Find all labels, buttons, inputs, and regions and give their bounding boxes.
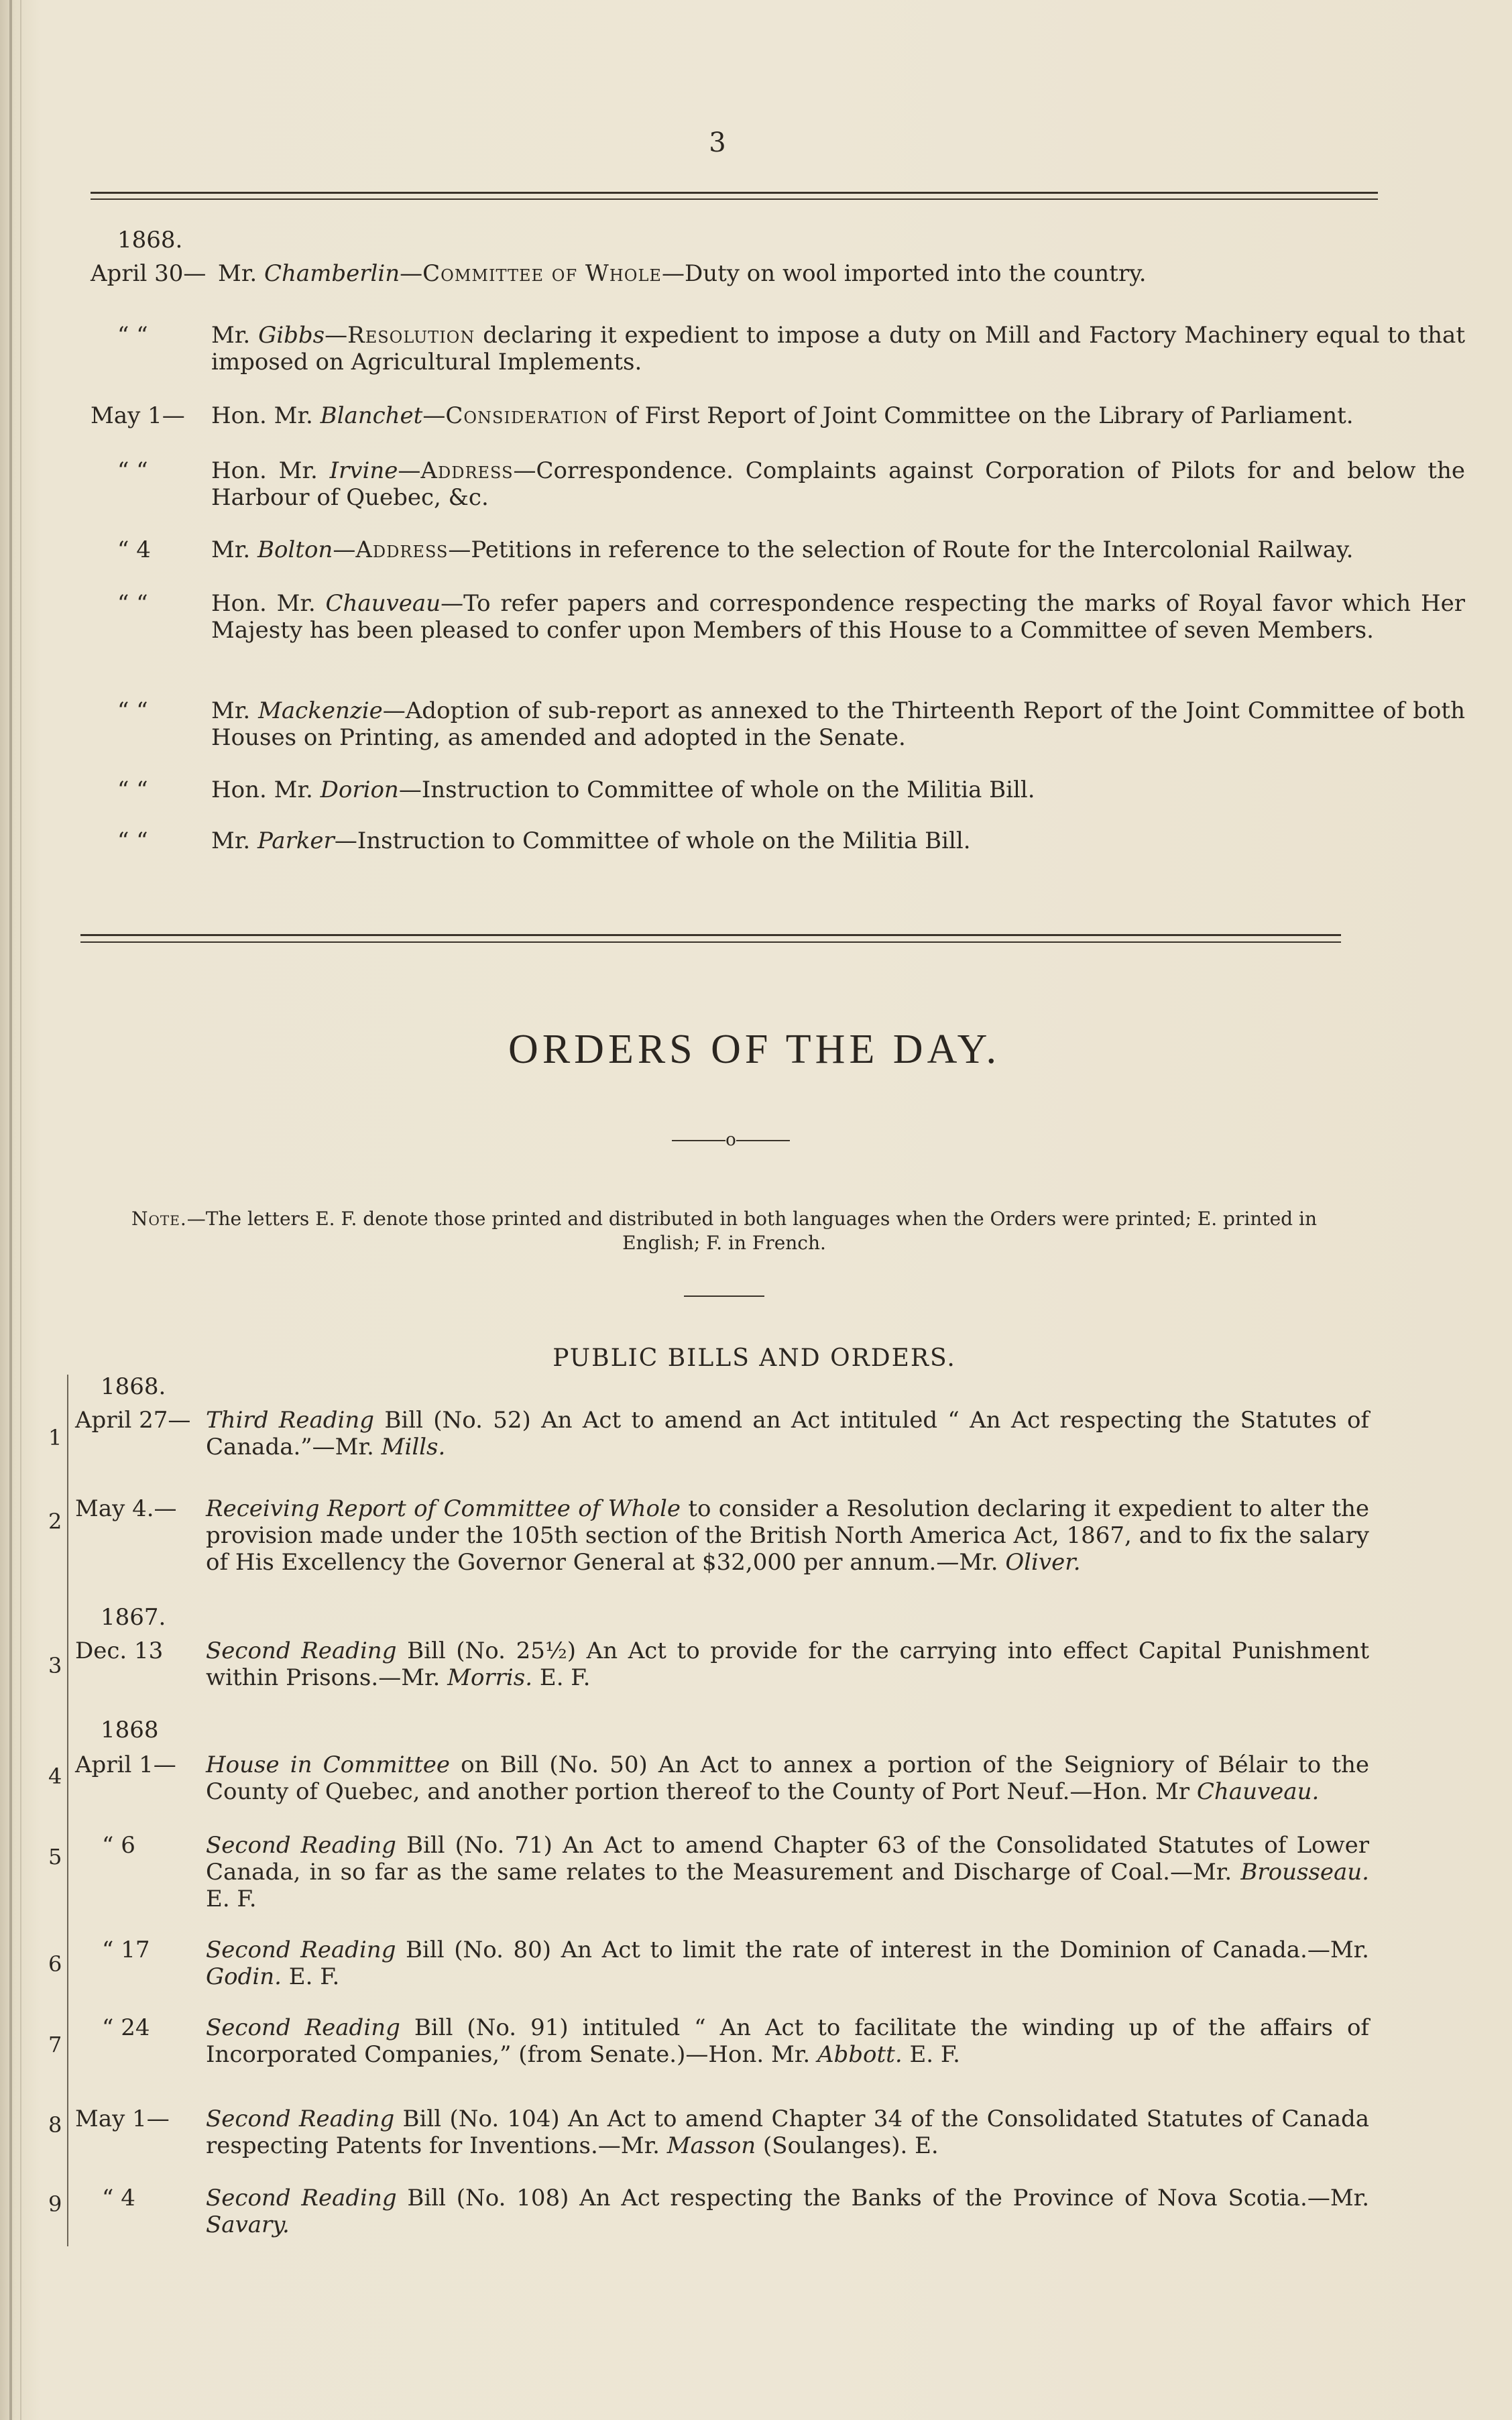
motion-text: [211, 590, 1465, 644]
bill-reading: Second Reading: [206, 2185, 397, 2211]
bill-number: 1: [48, 1425, 62, 1450]
bill-member: Oliver.: [1005, 1549, 1081, 1576]
bill-description: Bill (No. 52) An Act to amend an Act intituled “ An Act respecting the Statutes of Canada.”—Mr.: [206, 1407, 1369, 1460]
motion-label: Consideration: [445, 402, 608, 429]
motion-dash: —: [398, 457, 421, 484]
bill-year: 1867.: [101, 1604, 166, 1631]
orders-note: [94, 1207, 1354, 1255]
section-rule-bottom: [80, 941, 1341, 943]
bill-number: 5: [48, 1844, 62, 1869]
bill-reading: Second Reading: [206, 1832, 396, 1859]
motion-date: “ “: [117, 322, 148, 349]
header-rule-top: [91, 192, 1378, 194]
section-rule-top: [80, 934, 1341, 936]
bill-text: [206, 1637, 1369, 1691]
bill-number: 6: [48, 1951, 62, 1977]
bill-description: to consider a Resolution declaring it expedient to alter the provision made under the 105th section of the British North America Act, 1867, and to fix the salary of His Excellency the Governor General at $32,000 per annum.—Mr.: [206, 1495, 1369, 1576]
motion-member-title: Mr.: [218, 260, 264, 287]
motion-description: Adoption of sub-report as annexed to the Thirteenth Report of the Joint Committee of both Houses on Printing, as amended and adopted in the Senate.: [211, 697, 1465, 751]
bill-year: 1868.: [101, 1373, 166, 1400]
header-rule-bottom: [91, 198, 1378, 200]
bill-date: “ 24: [102, 2014, 150, 2041]
bill-text: [206, 1407, 1369, 1460]
motion-date: “ 4: [117, 536, 151, 563]
binding-edge: [9, 0, 12, 2420]
bill-reading: House in Committee: [206, 1751, 451, 1778]
bill-reading: Second Reading: [206, 2106, 395, 2132]
bill-date: “ 6: [102, 1832, 135, 1859]
motion-member-title: Mr.: [211, 322, 259, 349]
bill-tail: E. F.: [902, 2041, 960, 2068]
motion-date: May 1—: [91, 402, 185, 429]
bill-description: Bill (No. 91) intituled “ An Act to facilitate the winding up of the affairs of Incorporated Companies,” (from Senate.)—Hon. Mr.: [206, 2014, 1370, 2068]
motion-member-title: Mr.: [211, 827, 257, 854]
orders-heading: ORDERS OF THE DAY.: [508, 1027, 1000, 1072]
motions-year: 1868.: [117, 227, 183, 253]
bill-text: [206, 1495, 1369, 1576]
motion-description: Instruction to Committee of whole on the Militia Bill.: [357, 827, 971, 854]
motion-date: “ “: [117, 776, 148, 803]
motion-member: Gibbs: [258, 322, 325, 349]
motion-dash: —: [325, 322, 348, 349]
note-rule: [684, 1295, 764, 1297]
motion-dash: —: [398, 776, 422, 803]
motion-text: [211, 827, 1465, 854]
motion-text: [211, 536, 1465, 563]
ornament-divider: [664, 1130, 798, 1150]
motion-date: “ “: [117, 827, 148, 854]
bill-text: [206, 2106, 1369, 2159]
motion-description: To refer papers and correspondence respecting the marks of Royal favor which Her Majesty has been pleased to confer upon Members of this House to a Committee of seven Members.: [211, 590, 1465, 644]
bill-text: [206, 1937, 1369, 1990]
motion-member: Mackenzie: [258, 697, 383, 724]
motion-member-title: Mr.: [211, 536, 257, 563]
bill-member: Masson: [666, 2132, 756, 2159]
motion-date: “ “: [117, 590, 148, 617]
bill-tail: E. F.: [532, 1664, 591, 1691]
motion-dash: —: [382, 697, 406, 724]
bill-text: [206, 1751, 1369, 1805]
motion-label: Committee of Whole: [422, 260, 662, 287]
bill-number: 2: [48, 1509, 62, 1534]
bill-number: 4: [48, 1764, 62, 1789]
motion-label: Address: [420, 457, 514, 484]
motion-member: Parker: [257, 827, 335, 854]
bill-reading: Second Reading: [206, 1637, 397, 1664]
bill-number: 7: [48, 2032, 62, 2057]
bill-text: [206, 1832, 1369, 1912]
bill-member: Godin.: [206, 1963, 282, 1990]
bill-member: Chauveau.: [1196, 1778, 1320, 1805]
motion-text: [218, 260, 1358, 287]
motion-member: Blanchet: [320, 402, 423, 429]
bill-description: Bill (No. 25½) An Act to provide for the carrying into effect Capital Punishment within Prisons.—Mr.: [206, 1637, 1370, 1691]
note-text: —The letters E. F. denote those printed and distributed in both languages when the Orders were printed; E. printed in English; F. in French.: [186, 1208, 1317, 1254]
motion-dash: —: [400, 260, 423, 287]
bill-member: Savary.: [206, 2211, 290, 2238]
bill-number: 8: [48, 2112, 62, 2138]
motion-member: Chauveau: [325, 590, 441, 617]
motion-date: “ “: [117, 697, 148, 724]
binding-edge-inner: [20, 0, 21, 2420]
motion-description: Instruction to Committee of whole on the Militia Bill.: [421, 776, 1035, 803]
motion-member-title: Hon. Mr.: [211, 402, 321, 429]
bill-tail: (Soulanges). E.: [756, 2132, 939, 2159]
motion-dash: —: [334, 827, 357, 854]
bill-member: Morris.: [447, 1664, 533, 1691]
bill-date: “ 4: [102, 2185, 135, 2211]
motion-date: April 30—: [91, 260, 207, 287]
motion-member: Dorion: [320, 776, 399, 803]
motion-text: [211, 776, 1465, 803]
bill-text: [206, 2014, 1369, 2068]
motion-description: of First Report of Joint Committee on the Library of Parliament.: [608, 402, 1354, 429]
motion-member: Chamberlin: [264, 260, 400, 287]
bill-description: Bill (No. 80) An Act to limit the rate of interest in the Dominion of Canada.—Mr.: [396, 1937, 1369, 1963]
motion-member: Irvine: [329, 457, 398, 484]
motion-description: declaring it expedient to impose a duty on Mill and Factory Machinery equal to that imposed on Agricultural Implements.: [211, 322, 1465, 376]
note-label: Note.: [131, 1208, 187, 1230]
bill-member: Abbott.: [817, 2041, 903, 2068]
bill-text: [206, 2185, 1369, 2238]
bill-date: April 1—: [75, 1751, 176, 1778]
motion-member-title: Hon. Mr.: [211, 590, 326, 617]
motion-description: —Petitions in reference to the selection of Route for the Intercolonial Railway.: [448, 536, 1354, 563]
bill-year: 1868: [101, 1717, 159, 1743]
margin-bracket: [67, 1375, 68, 2246]
motion-member-title: Hon. Mr.: [211, 776, 321, 803]
motion-text: [211, 697, 1465, 751]
bill-member: Mills.: [381, 1434, 446, 1460]
bill-reading: Third Reading: [206, 1407, 375, 1434]
motion-dash: —: [422, 402, 446, 429]
bill-date: April 27—: [75, 1407, 191, 1434]
motion-dash: —: [333, 536, 356, 563]
bill-tail: E. F.: [281, 1963, 340, 1990]
bill-description: on Bill (No. 50) An Act to annex a portion of the Seigniory of Bélair to the County of Quebec, and another portion thereof to the County of Port Neuf.—Hon. Mr: [206, 1751, 1369, 1805]
bill-date: “ 17: [102, 1937, 150, 1963]
motion-member: Bolton: [257, 536, 333, 563]
public-bills-heading: PUBLIC BILLS AND ORDERS.: [553, 1344, 956, 1372]
motion-label: Resolution: [347, 322, 475, 349]
motion-description: —Correspondence. Complaints against Corporation of Pilots for and below the Harbour of Quebec, &c.: [211, 457, 1465, 511]
motion-member-title: Hon. Mr.: [211, 457, 330, 484]
motion-member-title: Mr.: [211, 697, 259, 724]
bill-description: Bill (No. 104) An Act to amend Chapter 34 of the Consolidated Statutes of Canada respecting Patents for Inventions.—Mr.: [206, 2106, 1370, 2159]
motion-dash: —: [441, 590, 464, 617]
bill-description: Bill (No. 71) An Act to amend Chapter 63 of the Consolidated Statutes of Lower Canada, in so far as the same relates to the Measurement and Discharge of Coal.—Mr.: [206, 1832, 1369, 1886]
ornament-glyph: o: [725, 1130, 736, 1150]
bill-member: Brousseau.: [1240, 1859, 1369, 1886]
motion-date: “ “: [117, 457, 148, 484]
motion-label: Address: [355, 536, 449, 563]
bill-reading: Second Reading: [206, 2014, 400, 2041]
page-number: 3: [709, 127, 726, 158]
motion-text: [211, 457, 1465, 511]
bill-reading: Second Reading: [206, 1937, 396, 1963]
bill-date: May 4.—: [75, 1495, 177, 1522]
motion-text: [211, 402, 1465, 429]
motion-description: —Duty on wool imported into the country.: [661, 260, 1147, 287]
bill-reading: Receiving Report of Committee of Whole: [206, 1495, 681, 1522]
motion-text: [211, 322, 1465, 376]
bill-date: Dec. 13: [75, 1637, 164, 1664]
bill-description: Bill (No. 108) An Act respecting the Banks of the Province of Nova Scotia.—Mr.: [396, 2185, 1369, 2211]
bill-date: May 1—: [75, 2106, 170, 2132]
bill-number: 3: [48, 1653, 62, 1678]
bill-number: 9: [48, 2191, 62, 2217]
bill-tail: E. F.: [206, 1886, 257, 1912]
